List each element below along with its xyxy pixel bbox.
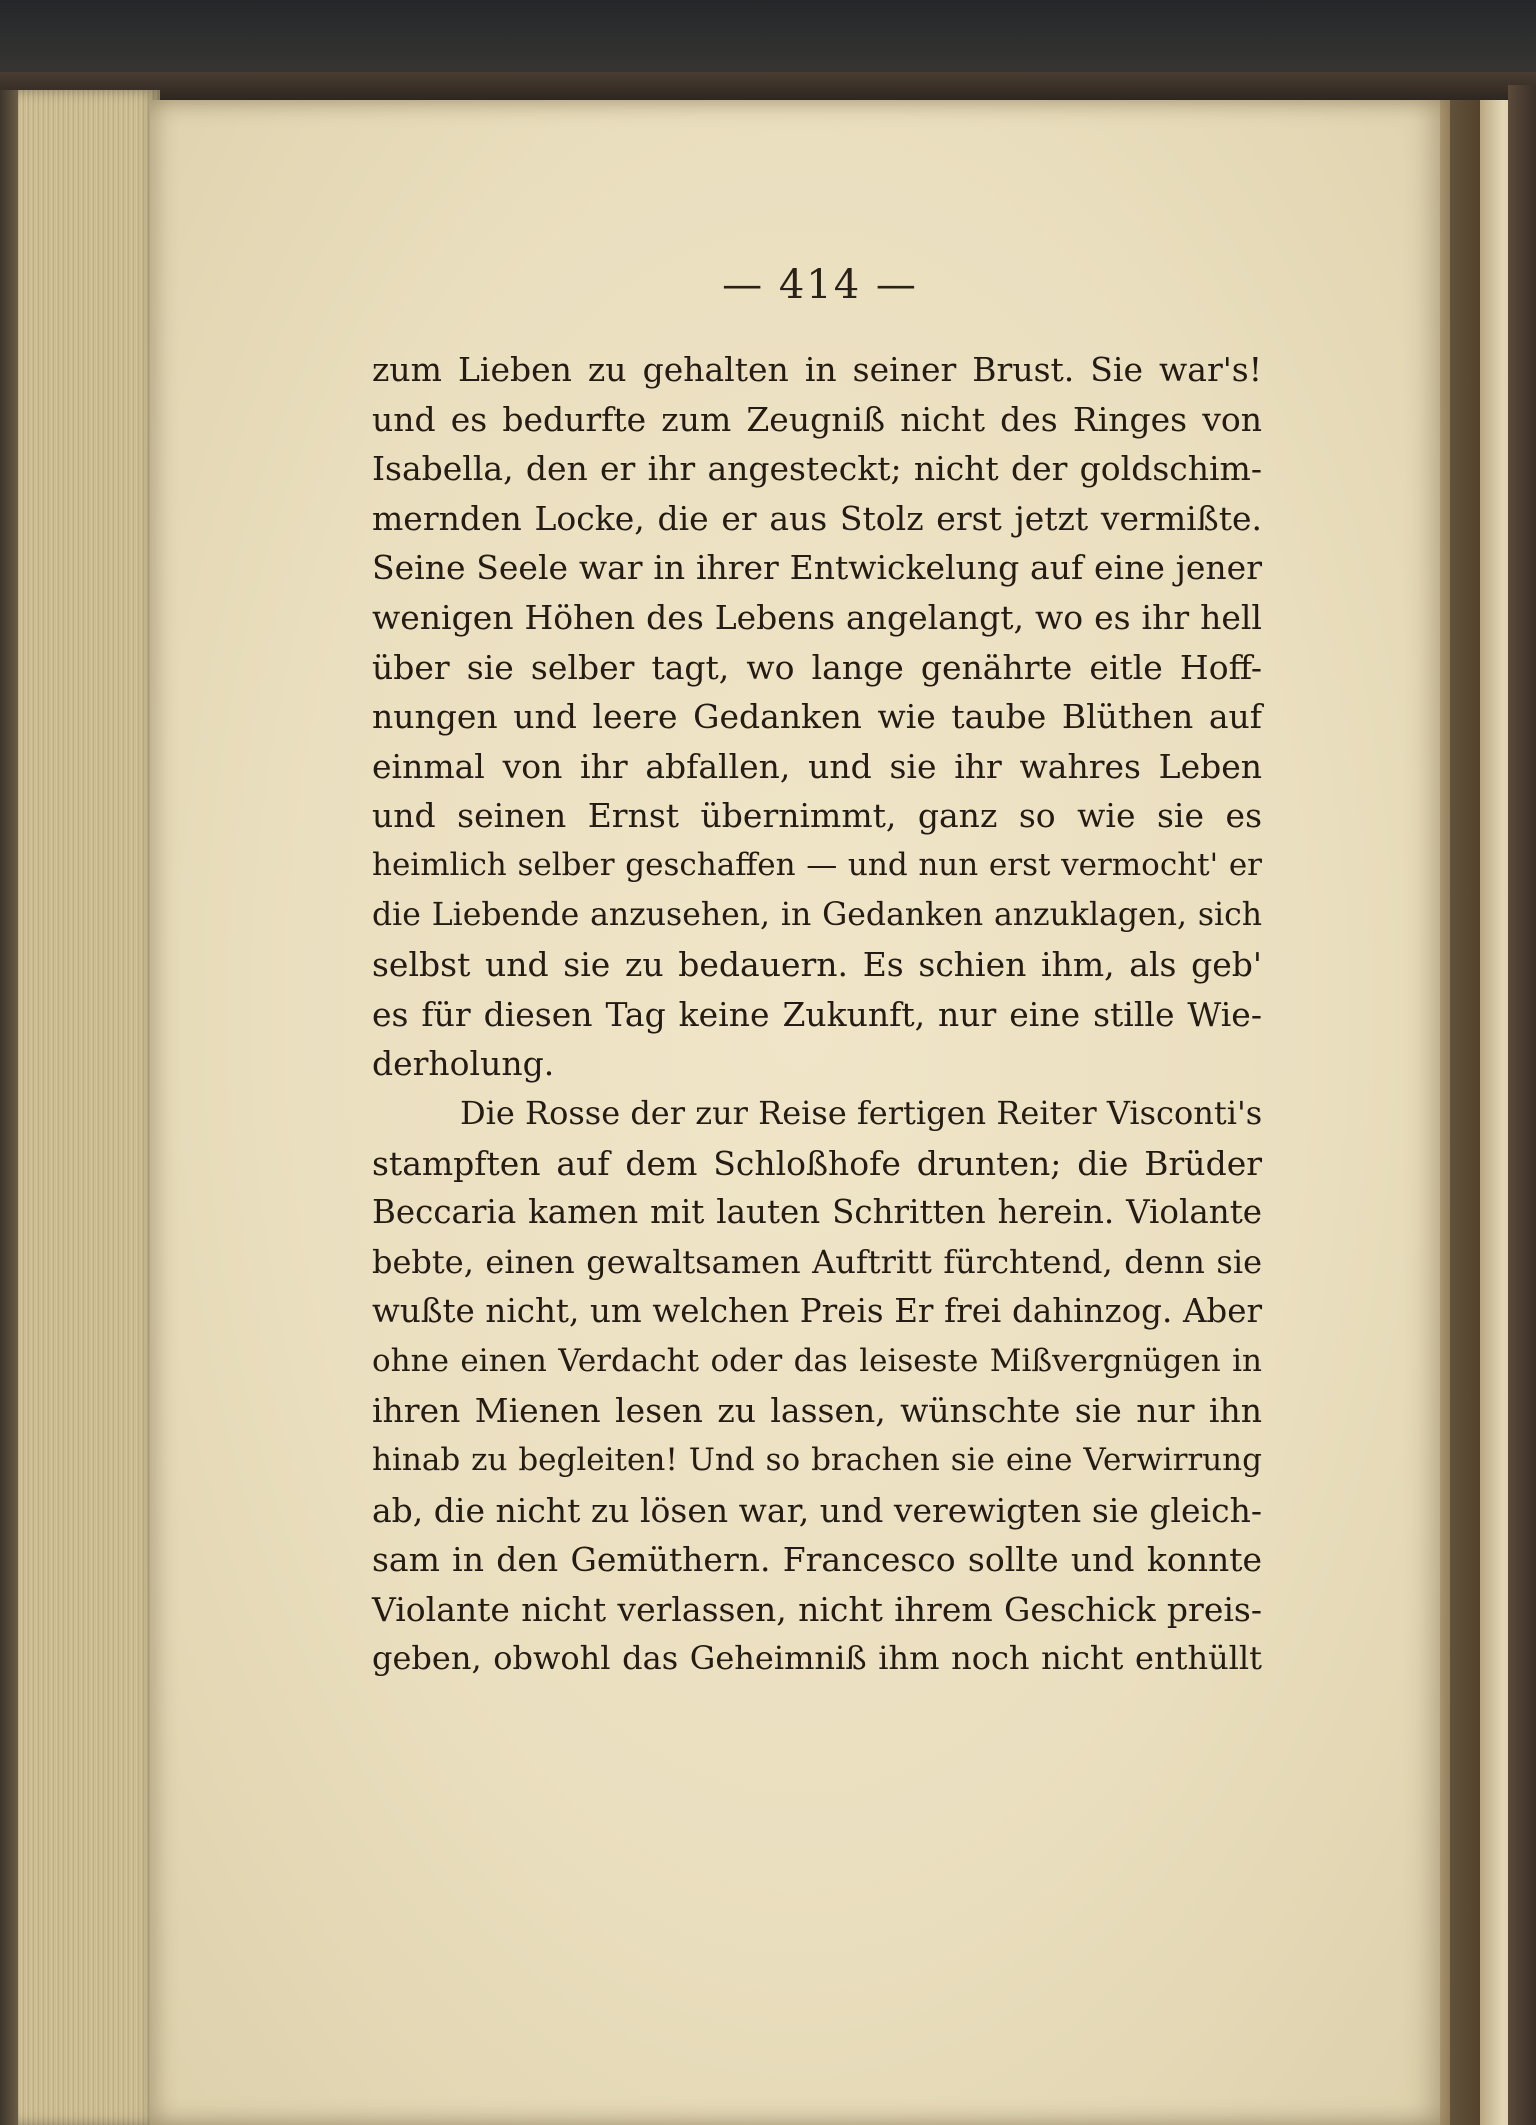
text-line: und seinen Ernst übernimmt, ganz so wie sie es — [372, 796, 1262, 836]
text-line: bebte, einen gewaltsamen Auftritt fürchtend, denn sie — [372, 1242, 1262, 1281]
text-line: es für diesen Tag keine Zukunft, nur eine stille Wie- — [372, 994, 1262, 1034]
book-cover-right-edge — [1508, 85, 1536, 2125]
text-line: mernden Locke, die er aus Stolz erst jetzt vermißte. — [372, 498, 1262, 538]
text-line: sam in den Gemüthern. Francesco sollte und konnte — [372, 1540, 1262, 1580]
text-line: Violante nicht verlassen, nicht ihrem Geschick preis- — [372, 1589, 1262, 1629]
text-line: ohne einen Verdacht oder das leiseste Mißvergnügen in — [372, 1342, 1262, 1379]
text-line: Seine Seele war in ihrer Entwickelung auf eine jener — [372, 548, 1262, 588]
book-cover-top-edge — [0, 72, 1536, 100]
page-number: — 414 — — [722, 262, 918, 308]
text-line: Isabella, den er ihr angesteckt; nicht der goldschim- — [372, 449, 1262, 489]
text-line: geben, obwohl das Geheimniß ihm noch nicht enthüllt — [372, 1639, 1262, 1678]
text-line: und es bedurfte zum Zeugniß nicht des Ringes von — [372, 399, 1262, 439]
text-line: zum Lieben zu gehalten in seiner Brust. Sie war's! — [372, 350, 1262, 389]
text-line: selbst und sie zu bedauern. Es schien ihm, als geb' — [372, 945, 1262, 985]
text-line: hinab zu begleiten! Und so brachen sie eine Verwirrung — [372, 1442, 1262, 1479]
text-line: stampften auf dem Schloßhofe drunten; die Brüder — [372, 1143, 1262, 1183]
page-gutter-shadow — [1440, 100, 1480, 2125]
text-line: heimlich selber geschaffen — und nun erst vermocht' er — [372, 846, 1262, 883]
text-line: ab, die nicht zu lösen war, und verewigten sie gleich- — [372, 1490, 1262, 1530]
paragraph-2 — [372, 1089, 1262, 1684]
book-cover-left-edge — [0, 90, 18, 2125]
text-line: über sie selber tagt, wo lange genährte eitle Hoff- — [372, 647, 1262, 687]
text-line: nungen und leere Gedanken wie taube Blüthen auf — [372, 697, 1262, 737]
paragraph-1 — [372, 345, 1262, 1089]
text-line: derholung. — [372, 1044, 555, 1084]
text-line: Die Rosse der zur Reise fertigen Reiter Visconti's — [460, 1093, 1263, 1132]
text-line: ihren Mienen lesen zu lassen, wünschte sie nur ihn — [372, 1391, 1262, 1431]
page-stack-edges — [0, 90, 160, 2125]
text-line: einmal von ihr abfallen, und sie ihr wahres Leben — [372, 746, 1262, 786]
text-line: wenigen Höhen des Lebens angelangt, wo es ihr hell — [372, 597, 1262, 637]
text-line: die Liebende anzusehen, in Gedanken anzuklagen, sich — [372, 896, 1262, 933]
text-line: wußte nicht, um welchen Preis Er frei dahinzog. Aber — [372, 1292, 1262, 1331]
page-text — [372, 345, 1262, 1684]
text-line: Beccaria kamen mit lauten Schritten herein. Violante — [372, 1193, 1262, 1232]
